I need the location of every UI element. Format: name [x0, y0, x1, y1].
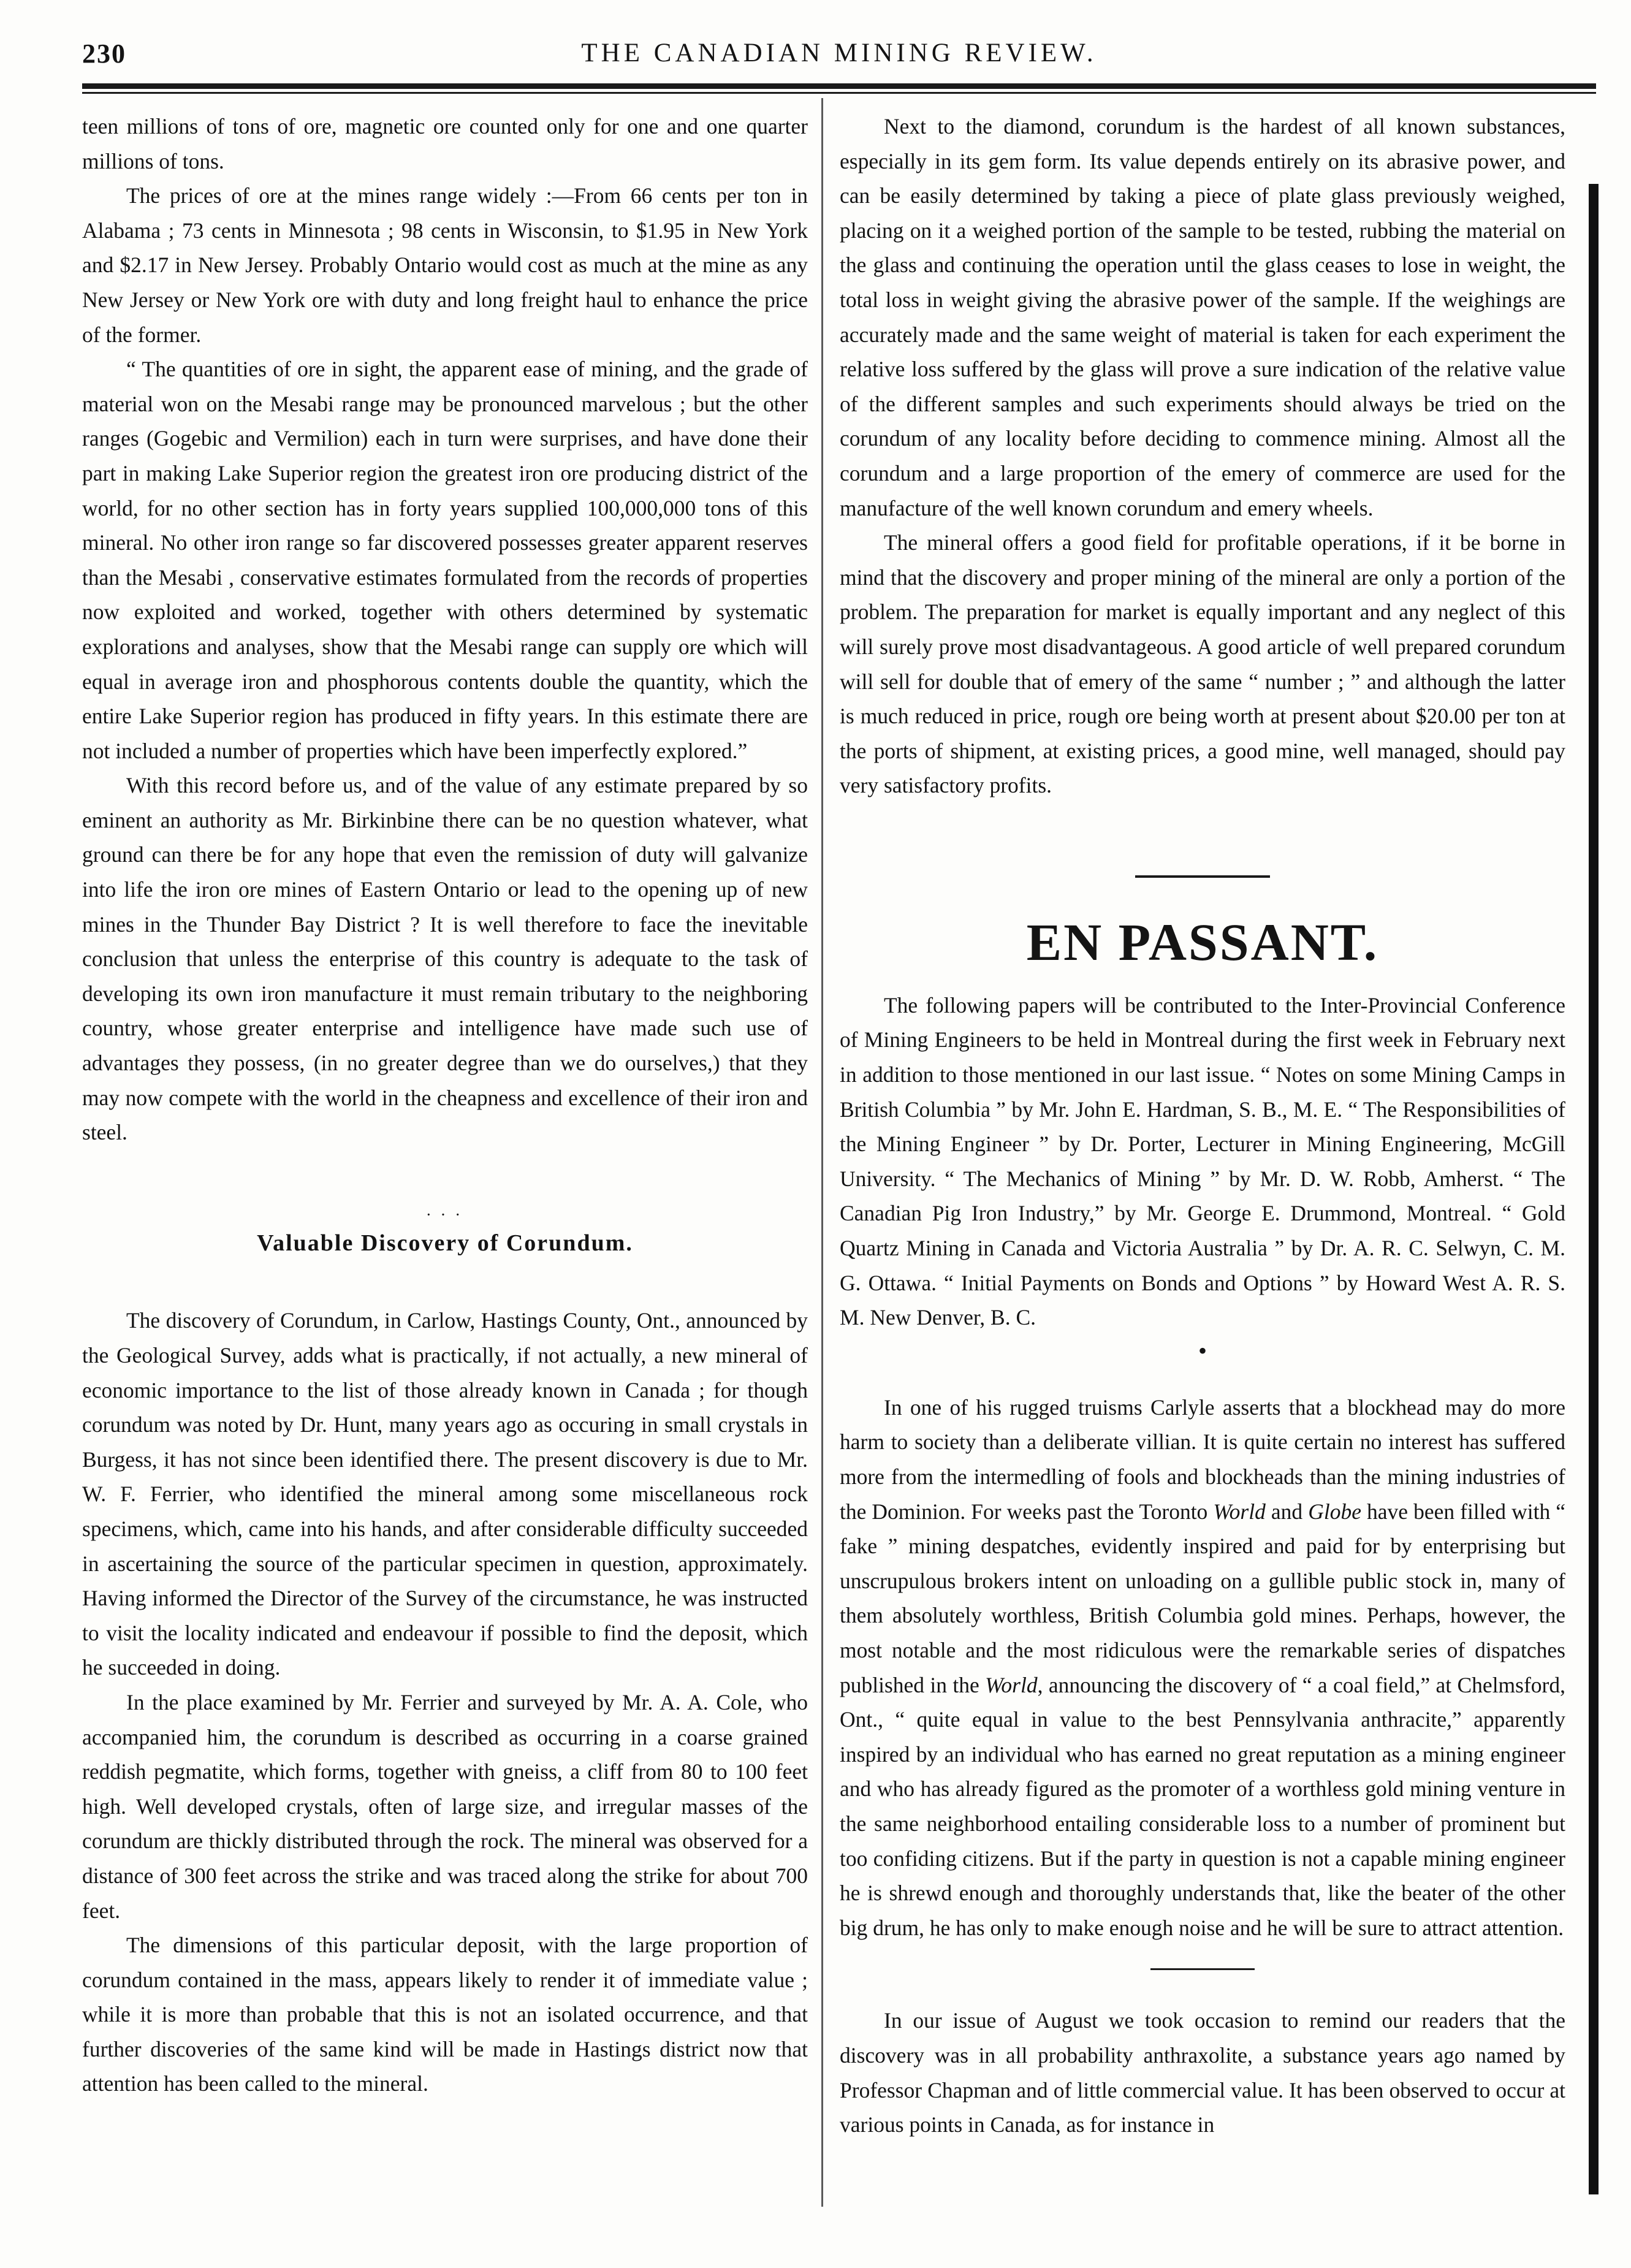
newspaper-name-world: World	[1213, 1499, 1266, 1524]
heading-ornament: · · ·	[426, 1208, 463, 1222]
paragraph: The mineral offers a good field for profitable operations, if it be borne in mind that the discovery and proper mining of the mineral are only a portion of the problem. The preparation for market is equally important and any neglect of this will surely prove most disadvantageous. A good article of well prepared corundum will sell for double that of emery of the same “ number ; ” and although the latter is much reduced in price, rough ore being worth at present about $20.00 per ton at the ports of shipment, at existing prices, a good mine, well managed, should pay very satisfactory profits.	[840, 530, 1565, 798]
section-heading-en-passant: EN PASSANT.	[1026, 912, 1379, 972]
newspaper-name-world: World	[985, 1672, 1038, 1697]
right-column	[840, 109, 1565, 2142]
paragraph: The discovery of Corundum, in Carlow, Hastings County, Ont., announced by the Geological Survey, adds what is practically, if not actually, a new mineral of economic importance to the list of those already known in Canada ; for though corundum was noted by Dr. Hunt, many years ago as occuring in small crystals in Burgess, it has not since been identified there. The present discovery is due to Mr. W. F. Ferrier, who identified the mineral among some miscellaneous rock specimens, which, came into his hands, and after considerable difficulty succeeded in ascertaining the source of the particular specimen in question, approximately. Having informed the Director of the Survey of the circumstance, he was instructed to visit the locality indicated and endeavour if possible to find the deposit, which he succeeded in doing.	[82, 1308, 808, 1680]
paragraph: Next to the diamond, corundum is the hardest of all known substances, especially in its gem form. Its value depends entirely on its abrasive power, and can be easily determined by taking a piece of plate glass previously weighed, placing on it a weighed portion of the sample to be tested, rubbing the material on the glass and continuing the operation until the glass ceases to lose in weight, the total loss in weight giving the abrasive power of the sample. If the weighings are accurately made and the same weight of material is taken for each experiment the relative loss suffered by the glass will prove a sure indication of the relative value of the different samples and such experiments should always be tried on the corundum of any locality before deciding to commence mining. Almost all the corundum and a large proportion of the emery of commerce are used for the manufacture of the well known corundum and emery wheels.	[840, 114, 1565, 520]
text-run: have been filled with “ fake ” mining despatches, evidently inspired and paid for by enterprising but unscrupulous brokers intent on unloading on a gullible public stock in, many of them absolutely worthless, British Columbia gold mines. Perhaps, however, the most notable and the most ridiculous were the remarkable series of dispatches published in the	[840, 1499, 1565, 1697]
header-rule	[82, 83, 1596, 89]
paragraph: “ The quantities of ore in sight, the apparent ease of mining, and the grade of material won on the Mesabi range may be pronounced marvelous ; but the other ranges (Gogebic and Vermilion) each in turn were surprises, and have done their part in making Lake Superior region the greatest iron ore producing district of the world, for no other section has in forty years supplied 100,000,000 tons of this mineral. No other iron range so far discovered possesses greater apparent reserves than the Mesabi , conservative estimates formulated from the records of properties now exploited and worked, together with others determined by systematic explorations and analyses, show that the Mesabi range can supply ore which will equal in average iron and phosphorous contents double the quantity, which the entire Lake Superior region has produced in fifty years. In this estimate there are not included a number of properties which have been imperfectly explored.”	[82, 357, 808, 763]
newspaper-name-globe: Globe	[1308, 1499, 1361, 1524]
column-divider	[821, 98, 823, 2207]
page-number: 230	[82, 39, 126, 69]
paragraph: With this record before us, and of the value of any estimate prepared by so eminent an authority as Mr. Birkinbine there can be no question whatever, what ground can there be for any hope that even the remission of duty will galvanize into life the iron ore mines of Eastern Ontario or lead to the opening up of new mines in the Thunder Bay District ? It is well therefore to face the inevitable conclusion that unless the enterprise of this country is adequate to the task of developing its own iron manufacture it must remain tributary to the neighboring country, whose greater enterprise and intelligence have made such use of advantages they possess, (in no greater degree than we do ourselves,) that they may now compete with the world in the cheapness and excellence of their iron and steel.	[82, 773, 808, 1145]
paragraph: In the place examined by Mr. Ferrier and surveyed by Mr. A. A. Cole, who accompanied him, the corundum is described as occurring in a coarse grained reddish pegmatite, which forms, together with gneiss, a cliff from 80 to 100 feet high. Well developed crystals, often of large size, and irregular masses of the corundum are thickly distributed through the rock. The mineral was observed for a distance of 300 feet across the strike and was traced along the strike for about 700 feet.	[82, 1689, 808, 1923]
paragraph-carlyle	[840, 1390, 1565, 1946]
text-run: In one of his rugged truisms Carlyle asserts that a blockhead may do more harm to society than a deliberate villian. It is quite certain no interest has suffered more from the intermedling of fools and blockheads than the mining industries of the Dominion. For weeks past the Toronto	[840, 1395, 1565, 1524]
paragraph: The prices of ore at the mines range widely :—From 66 cents per ton in Alabama ; 73 cents in Minnesota ; 98 cents in Wisconsin, to $1.95 in New York and $2.17 in New Jersey. Probably Ontario would cost as much at the mine as any New Jersey or New York ore with duty and long freight haul to enhance the price of the former.	[82, 183, 808, 347]
separator-rule	[1150, 1968, 1255, 1970]
section-heading-corundum	[82, 1209, 808, 1261]
header-rule-thin	[82, 92, 1596, 94]
page-edge-bar	[1589, 184, 1599, 2194]
paragraph: The following papers will be contributed to the Inter-Provincial Conference of Mining Engineers to be held in Montreal during the first week in February next in addition to those mentioned in our last issue. “ Notes on some Mining Camps in British Columbia ” by Mr. John E. Hardman, S. B., M. E. “ The Responsibilities of the Mining Engineer ” by Dr. Porter, Lecturer in Mining Engineering, McGill University. “ The Mechanics of Mining ” by Mr. D. W. Robb, Amherst. “ The Canadian Pig Iron Industry,” by Mr. George E. Drummond, Montreal. “ Gold Quartz Mining in Canada and Victoria Australia ” by Dr. A. R. C. Selwyn, C. M. G. Ottawa. “ Initial Payments on Bonds and Options ” by Howard West A. R. S. M. New Denver, B. C.	[840, 992, 1565, 1330]
text-run: and	[1265, 1499, 1309, 1524]
text-run: , announcing the discovery of “ a coal field,” at Chelmsford, Ont., “ quite equal in value to the best Pennsylvania anthracite,” apparently inspired by an individual who has earned no great reputation as a mining engineer and who has already figured as the promoter of a worthless gold mining venture in the same neighborhood entailing considerable loss to a number of prominent but too confiding citizens. But if the party in question is not a capable mining engineer he is shrewd enough and thoroughly understands that, like the beater of the other big drum, he has only to make enough noise and he will be sure to attract attention.	[840, 1672, 1565, 1940]
paragraph: In our issue of August we took occasion to remind our readers that the discovery was in all probability anthraxolite, a substance years ago named by Professor Chapman and of little commercial value. It has been observed to occur at various points in Canada, as for instance in	[840, 2008, 1565, 2137]
dot-separator: •	[1198, 1336, 1207, 1364]
running-header	[82, 38, 1596, 81]
paragraph: The dimensions of this particular deposit, with the large proportion of corundum contained in the mass, appears likely to render it of immediate value ; while it is more than probable that this is not an isolated occurrence, and that further discoveries of the same kind will be made in Hastings district now that attention has been called to the mineral.	[82, 1933, 808, 2096]
section-rule	[1135, 875, 1270, 878]
section-heading-text: Valuable Discovery of Corundum.	[257, 1230, 633, 1256]
journal-title: THE CANADIAN MINING REVIEW.	[581, 39, 1097, 67]
left-column	[82, 109, 808, 2101]
paragraph: teen millions of tons of ore, magnetic ore counted only for one and one quarter millions of tons.	[82, 114, 808, 173]
